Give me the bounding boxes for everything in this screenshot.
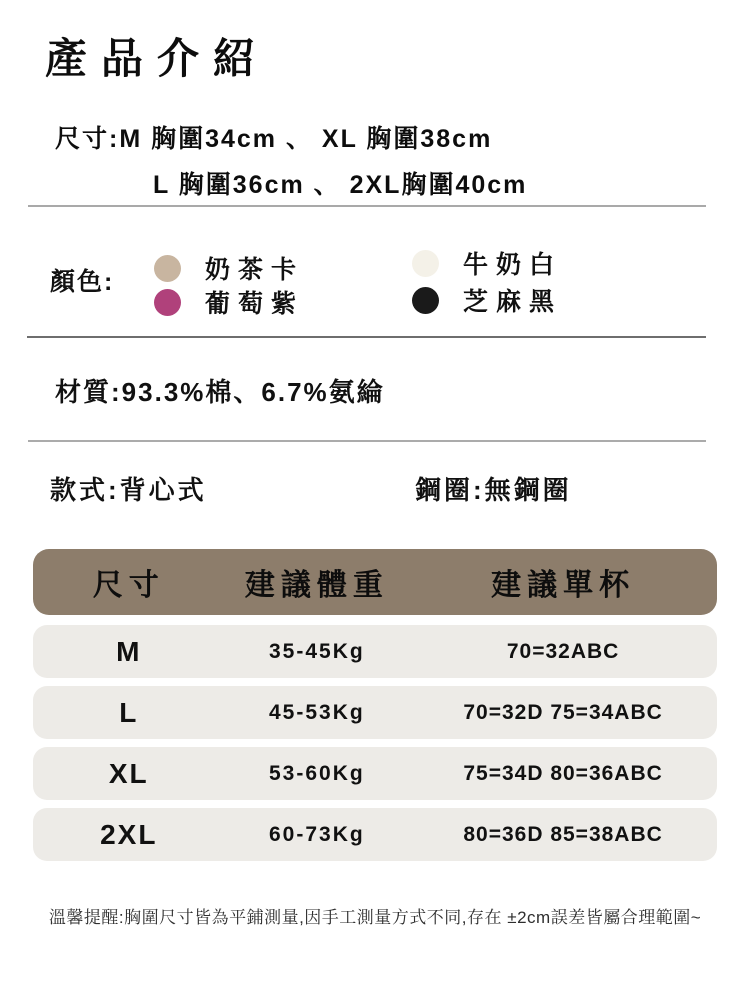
page-title: 產品介紹: [45, 35, 270, 82]
color-name: 葡萄紫: [205, 290, 305, 318]
size-label: 尺寸:: [55, 125, 120, 153]
material-label: 材質:: [55, 377, 122, 407]
size-line-1: [55, 116, 527, 162]
cell-cup: 70=32D 75=34ABC: [463, 700, 663, 724]
table-row-l: [33, 686, 717, 739]
table-row-xl: [33, 747, 717, 800]
cell-weight: 35-45Kg: [269, 639, 365, 663]
cell-weight: 53-60Kg: [269, 761, 365, 785]
underwire-value: 無鋼圈: [484, 475, 572, 505]
size-table: [33, 549, 717, 861]
color-option-sesame-black: [412, 282, 562, 318]
style-value: 背心式: [119, 475, 207, 505]
divider: [28, 205, 706, 207]
color-swatch-dot: [154, 289, 181, 316]
size-line-2: [55, 162, 527, 208]
color-option-grape-purple: [154, 284, 304, 320]
cell-size: L: [119, 696, 139, 728]
colors-label: 顏色:: [50, 268, 115, 296]
cell-size: M: [116, 635, 142, 667]
color-swatch-dot: [154, 255, 181, 282]
underwire-section: [415, 470, 572, 507]
column-header-cup: 建議單杯: [491, 569, 636, 602]
size-table-header: [33, 549, 717, 615]
column-header-size: 尺寸: [92, 569, 165, 602]
color-swatch-dot: [412, 250, 439, 277]
cell-weight: 45-53Kg: [269, 700, 365, 724]
column-header-weight: 建議體重: [244, 569, 389, 602]
style-section: [50, 470, 207, 507]
measurement-disclaimer-note: 溫馨提醒:胸圍尺寸皆為平鋪測量,因手工測量方式不同,存在 ±2cm誤差皆屬合理範圍~: [48, 908, 702, 927]
material-value: 93.3%棉、6.7%氨綸: [121, 377, 385, 407]
table-row-m: [33, 625, 717, 678]
color-option-milk-tea: [154, 250, 304, 286]
style-label: 款式:: [50, 475, 120, 505]
cell-size: 2XL: [100, 818, 158, 850]
material-section: [55, 372, 385, 409]
table-row-2xl: [33, 808, 717, 861]
color-option-milk-white: [412, 245, 562, 281]
divider: [27, 336, 706, 338]
cell-size: XL: [108, 757, 149, 789]
size-table-body: [33, 625, 717, 861]
color-name: 奶茶卡: [205, 256, 305, 284]
color-name: 牛奶白: [463, 251, 563, 279]
cell-cup: 75=34D 80=36ABC: [463, 761, 663, 785]
cell-cup: 70=32ABC: [506, 639, 620, 663]
size-info-section: [55, 116, 527, 208]
color-name: 芝麻黑: [463, 288, 563, 316]
cell-cup: 80=36D 85=38ABC: [463, 822, 663, 846]
divider: [28, 440, 706, 442]
color-swatch-dot: [412, 287, 439, 314]
underwire-label: 鋼圈:: [415, 475, 485, 505]
size-line-2-text: L 胸圍36cm 、 2XL胸圍40cm: [153, 171, 528, 199]
size-line-1-text: M 胸圍34cm 、 XL 胸圍38cm: [119, 125, 493, 153]
cell-weight: 60-73Kg: [269, 822, 365, 846]
